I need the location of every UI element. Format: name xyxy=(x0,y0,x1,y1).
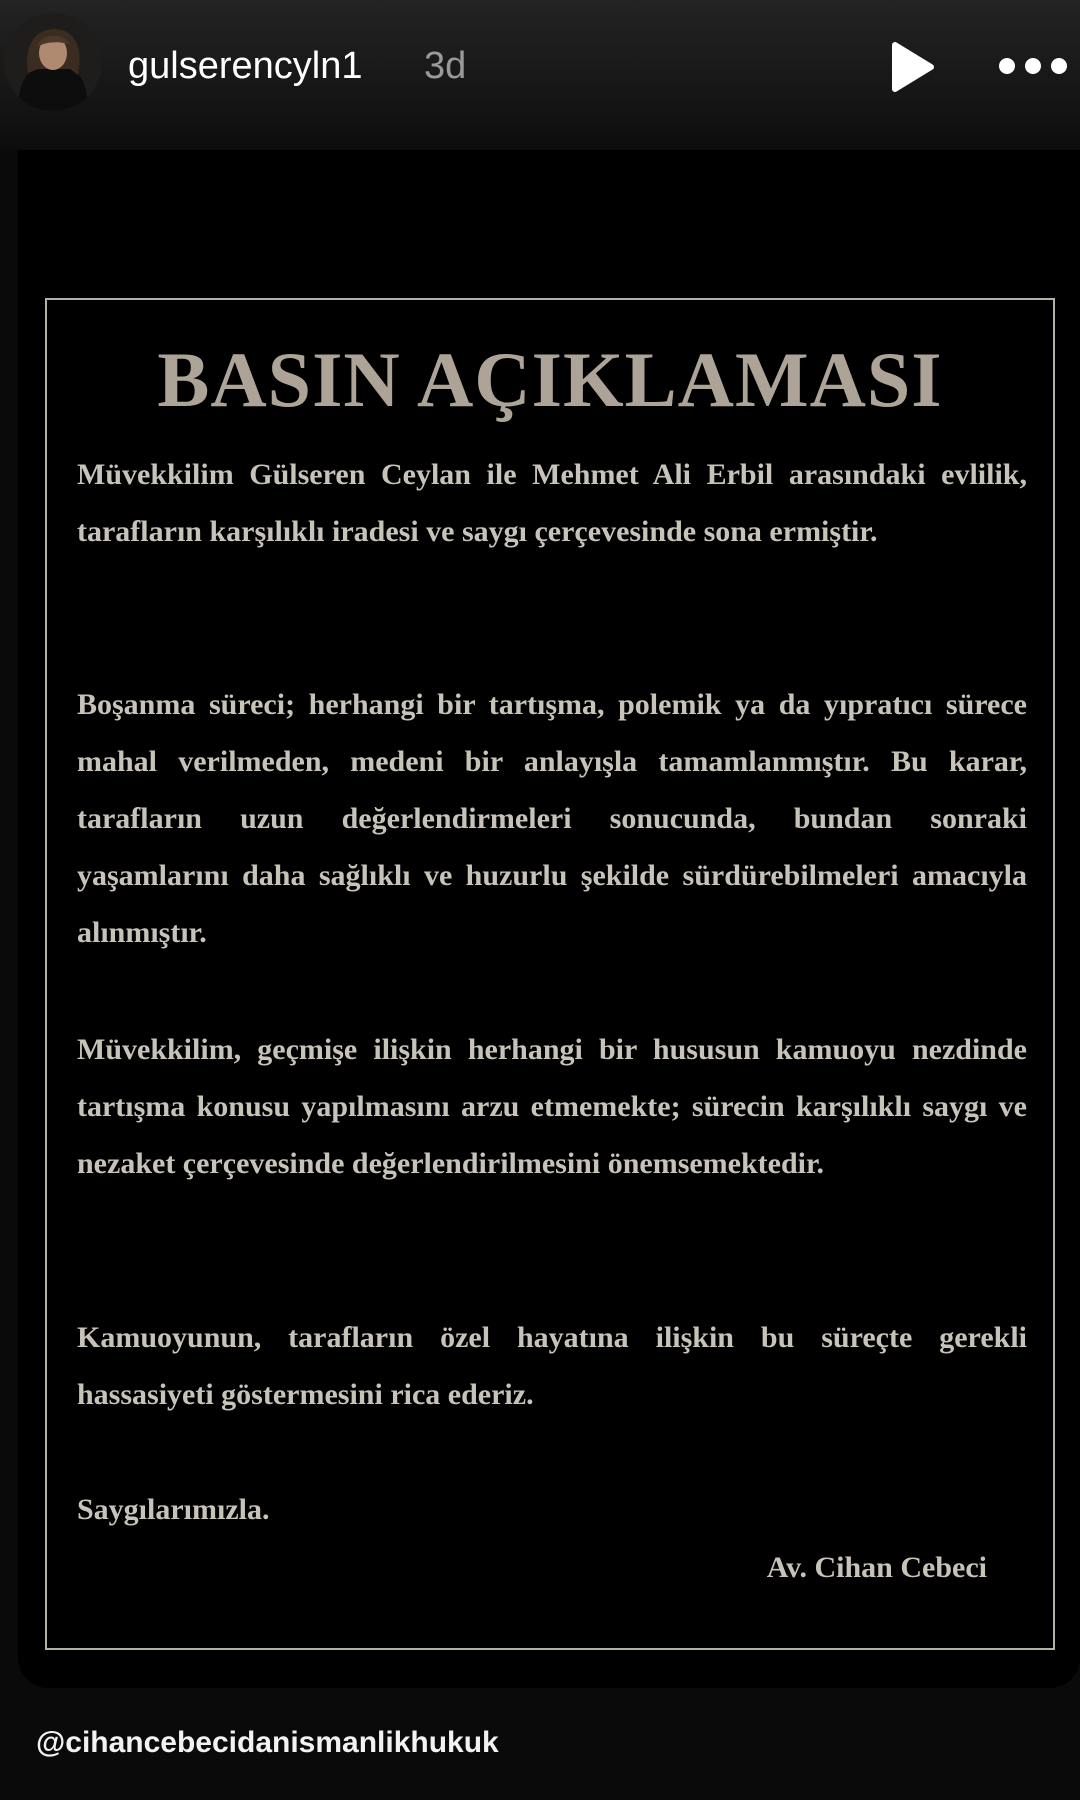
username[interactable]: gulserencyln1 xyxy=(128,45,363,87)
statement-paragraph: Müvekkilim Gülseren Ceylan ile Mehmet Ali Erbil arasındaki evlilik, tarafların karşılıklı iradesi ve saygı çerçevesinde sona ermiştir. xyxy=(77,458,1027,548)
story-timestamp: 3d xyxy=(424,45,467,87)
statement-paragraph: Kamuoyunun, tarafların özel hayatına ilişkin bu süreçte gerekli hassasiyeti göstermesini rica ederiz. xyxy=(77,1321,1027,1411)
play-icon[interactable] xyxy=(884,40,938,94)
profile-photo-icon xyxy=(4,13,102,111)
press-statement xyxy=(45,298,1055,1650)
story-header xyxy=(0,0,1080,150)
avatar[interactable] xyxy=(4,13,102,111)
statement-closing: Saygılarımızla. xyxy=(77,1493,270,1526)
statement-signature: Av. Cihan Cebeci xyxy=(766,1551,987,1584)
statement-paragraph: Müvekkilim, geçmişe ilişkin herhangi bir hususun kamuoyu nezdinde tartışma konusu yapılmasını arzu etmemekte; sürecin karşılıklı saygı ve nezaket çerçevesinde değerlendirilmesini önemsemektedir. xyxy=(77,1033,1027,1180)
mention-tag[interactable]: @cihancebecidanismanlikhukuk xyxy=(36,1726,499,1759)
more-dots-icon[interactable] xyxy=(996,46,1070,86)
statement-title: BASIN AÇIKLAMASI xyxy=(157,336,943,423)
statement-paragraph: Boşanma süreci; herhangi bir tartışma, polemik ya da yıpratıcı sürece mahal verilmeden, medeni bir anlayışla tamamlanmıştır. Bu karar, tarafların uzun değerlendirmeleri sonucunda, bundan sonraki yaşamlarını daha sağlıklı ve huzurlu şekilde sürdürebilmeleri amacıyla alınmıştır. xyxy=(77,688,1027,949)
